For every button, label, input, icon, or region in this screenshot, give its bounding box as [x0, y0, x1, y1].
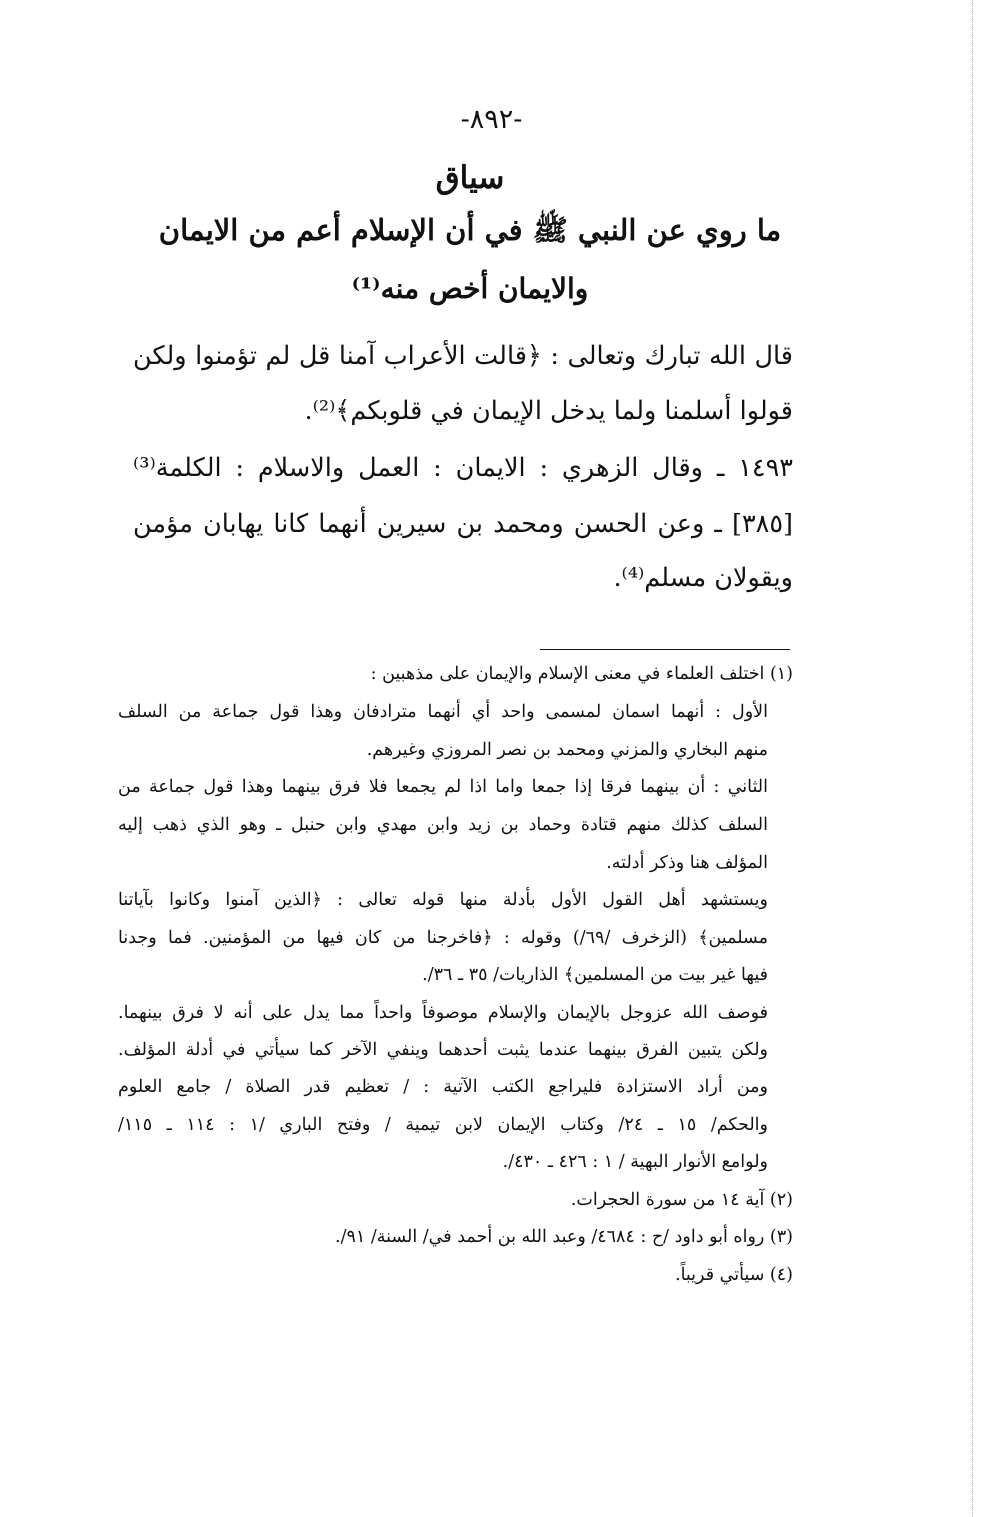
- footnote-line: منهم البخاري والمزني ومحمد بن نصر المروزي وغيرهم.: [366, 740, 768, 760]
- footnote-divider: [540, 649, 790, 650]
- footnote-line: ومن أراد الاستزادة فليراجع الكتب الآتية : / تعظيم قدر الصلاة / جامع العلوم: [118, 1077, 768, 1097]
- footnote-line: المؤلف هنا وذكر أدلته.: [606, 853, 768, 873]
- body-line: قال الله تبارك وتعالى : ﴿قالت الأعراب آمنا قل لم تؤمنوا ولكن: [133, 341, 793, 371]
- section-subtitle-line-1: ما روي عن النبي ﷺ في أن الإسلام أعم من الايمان: [158, 213, 782, 247]
- page-number: -٨٩٢-: [460, 104, 523, 135]
- footnote-line: فوصف الله عزوجل بالإيمان والإسلام موصوفاً واحداً مما يدل على أنه لا فرق بينهما.: [118, 1003, 768, 1023]
- footnote-line: والحكم/ ١٥ ـ ٢٤/ وكتاب الإيمان لابن تيمية / وفتح الباري /١ : ١١٤ ـ ١١٥/: [118, 1115, 768, 1135]
- body-line: ١٤٩٣ ـ وقال الزهري : الايمان : العمل والاسلام : الكلمة⁽³⁾: [133, 453, 793, 483]
- footnote-line: (١) اختلف العلماء في معنى الإسلام والإيمان على مذهبين :: [370, 664, 793, 684]
- footnote-line: الأول : أنهما اسمان لمسمى واحد أي أنهما مترادفان وهذا قول جماعة من السلف: [118, 702, 768, 722]
- footnote-line: مسلمين﴾ (الزخرف /٦٩/) وقوله : ﴿فاخرجنا من كان فيها من المؤمنين. فما وجدنا: [118, 928, 768, 948]
- section-subtitle-line-2: والايمان أخص منه⁽¹⁾: [351, 272, 589, 305]
- footnote-line: الثاني : أن بينهما فرقا إذا جمعا واما اذا لم يجمعا فلا فرق بينهما وهذا قول جماعة من: [118, 777, 768, 797]
- body-line: قولوا أسلمنا ولما يدخل الإيمان في قلوبكم﴾⁽²⁾.: [304, 396, 793, 426]
- footnote-line: (٢) آية ١٤ من سورة الحجرات.: [570, 1190, 793, 1210]
- section-title: سياق: [435, 160, 505, 196]
- footnote-line: (٣) رواه أبو داود /ح : ٤٦٨٤/ وعبد الله بن أحمد في/ السنة/ ٩١/.: [335, 1227, 793, 1247]
- footnote-line: (٤) سيأتي قريباً.: [675, 1265, 793, 1285]
- footnote-line: ويستشهد أهل القول الأول بأدلة منها قوله تعالى : ﴿الذين آمنوا وكانوا بآياتنا: [118, 890, 768, 910]
- scan-edge-line: [971, 0, 973, 1517]
- footnote-line: ولوامع الأنوار البهية / ١ : ٤٢٦ ـ ٤٣٠/.: [502, 1152, 768, 1172]
- footnote-line: ولكن يتبين الفرق بينهما عندما يثبت أحدهما وينفي الآخر كما سيأتي في أدلة المؤلف.: [118, 1040, 768, 1060]
- body-line: [٣٨٥] ـ وعن الحسن ومحمد بن سيرين أنهما كانا يهابان مؤمن: [133, 509, 793, 539]
- footnote-line: السلف كذلك منهم قتادة وحماد بن زيد وابن مهدي وابن حنبل ـ وهو الذي ذهب إليه: [118, 815, 768, 835]
- footnote-line: فيها غير بيت من المسلمين﴾ الذاريات/ ٣٥ ـ ٣٦/.: [422, 965, 768, 985]
- body-line: ويقولان مسلم⁽⁴⁾.: [613, 563, 793, 593]
